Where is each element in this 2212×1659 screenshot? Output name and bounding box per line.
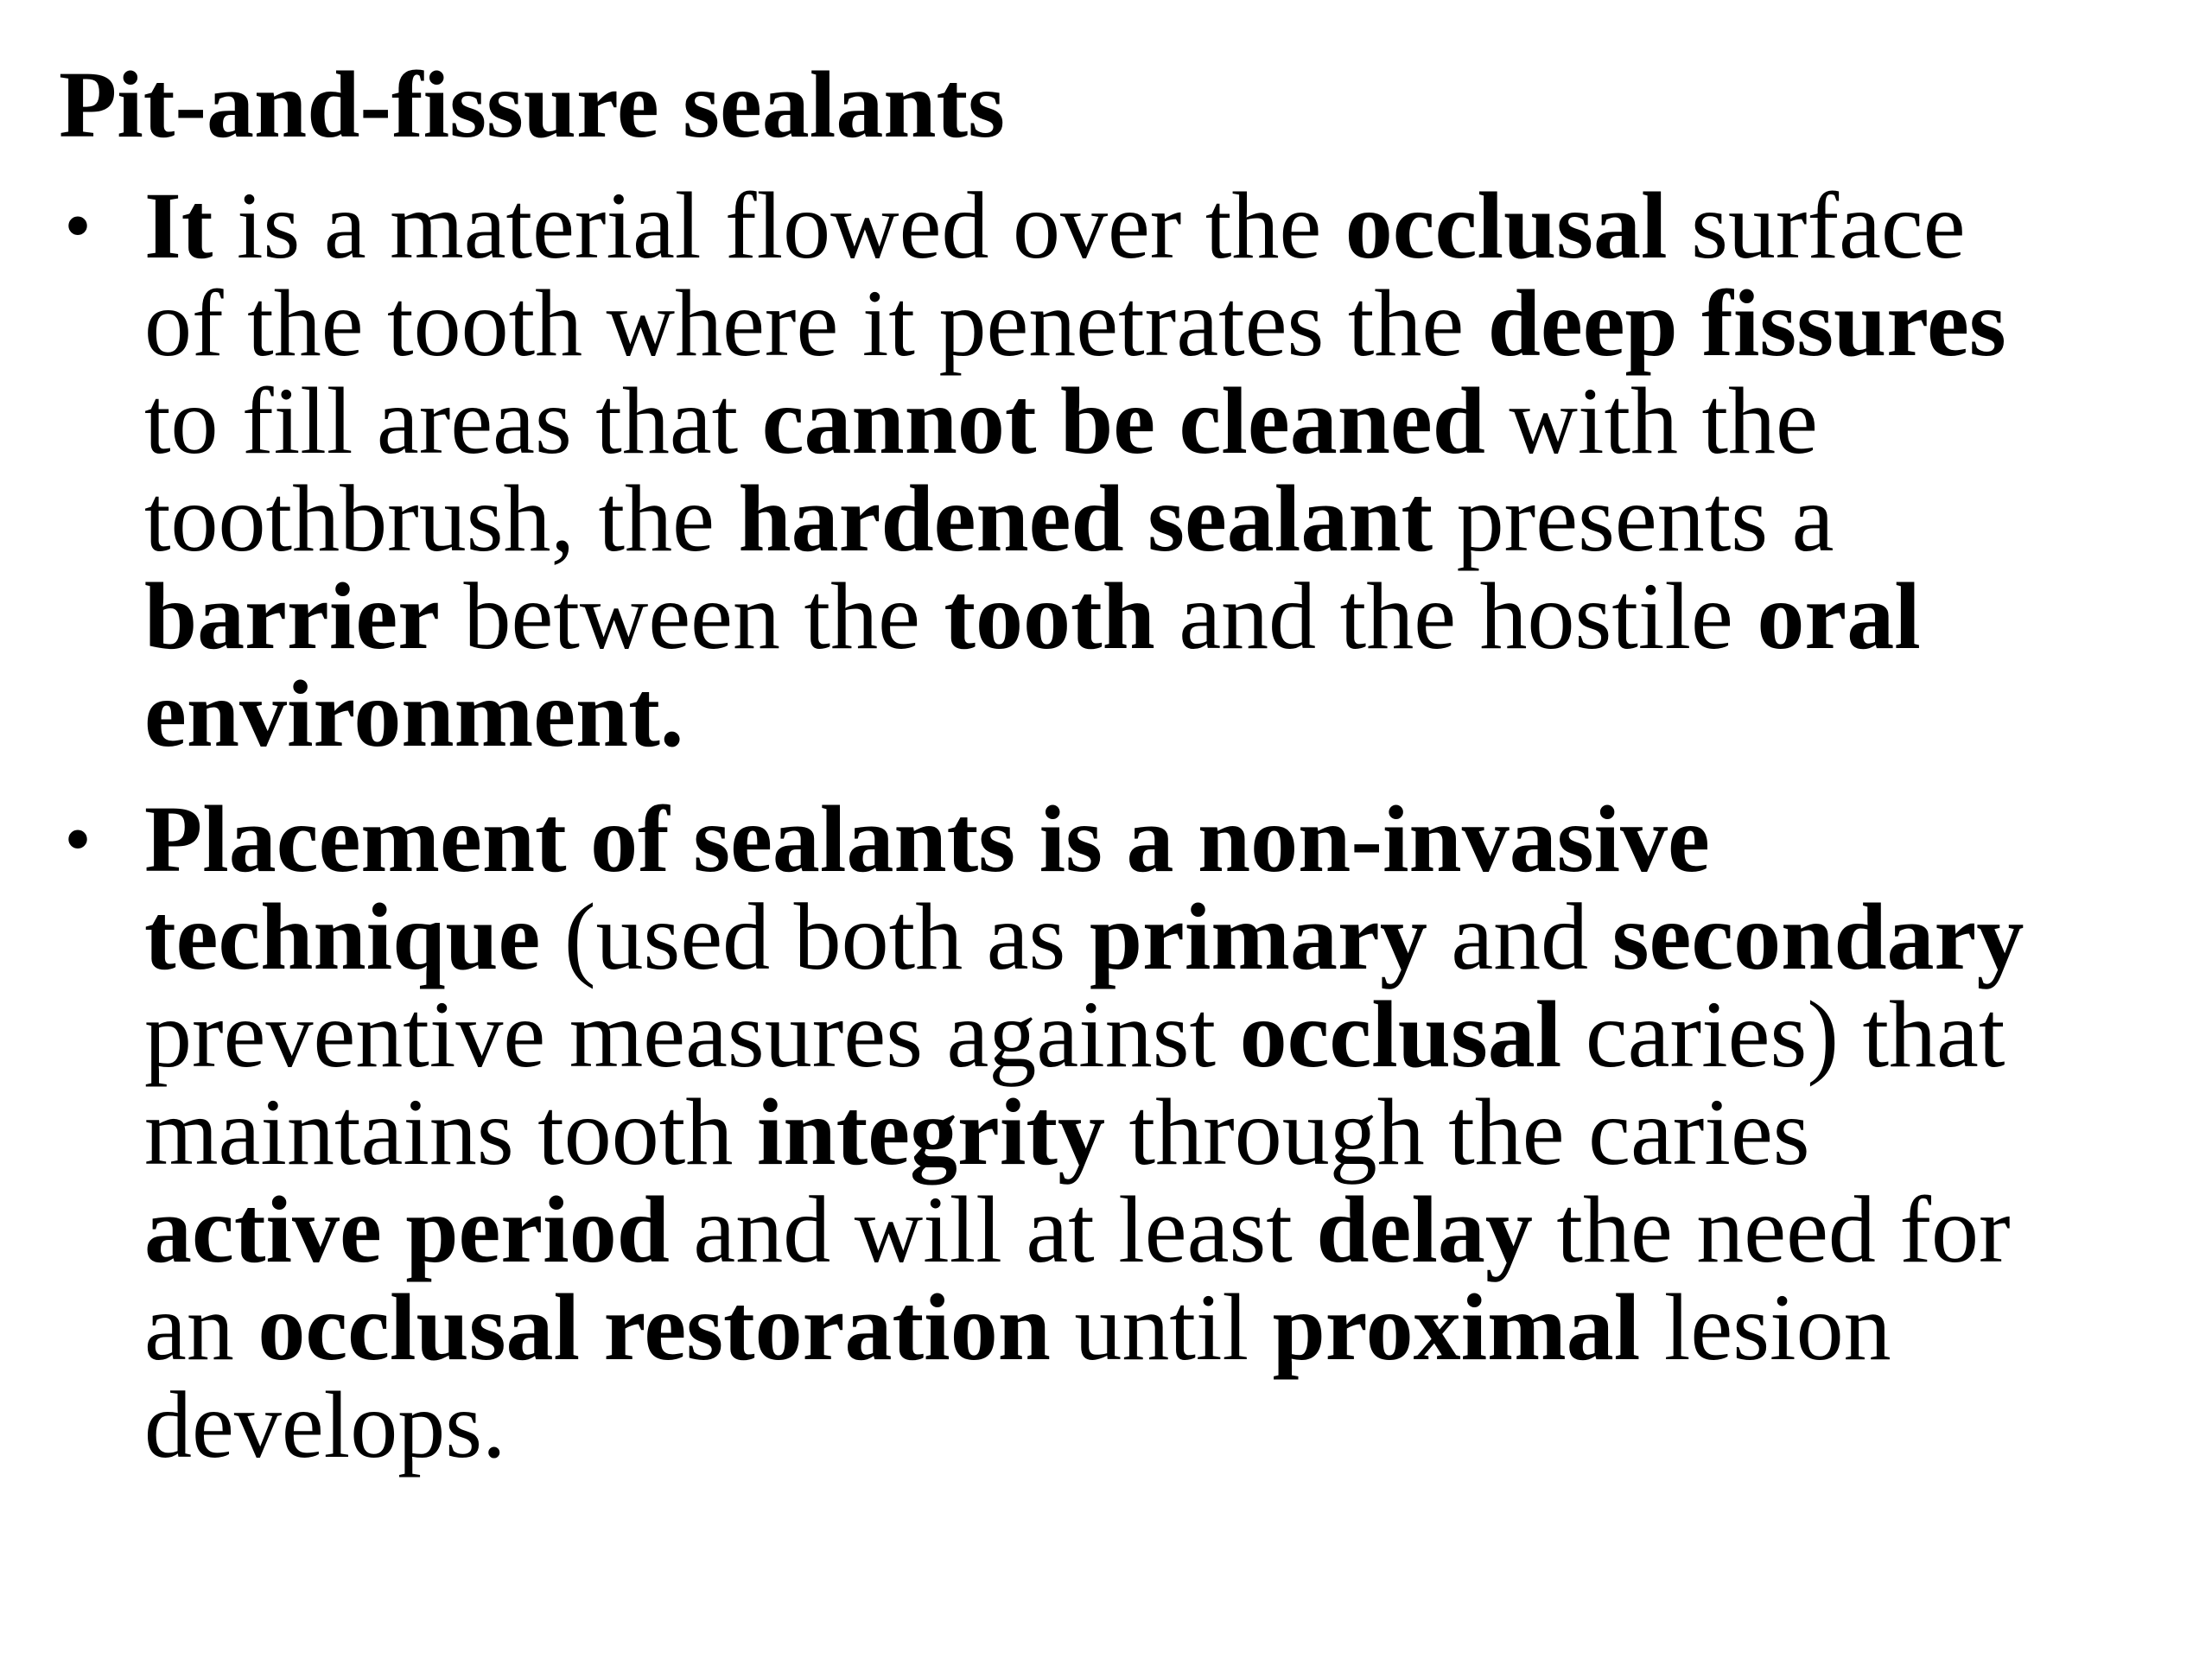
bold-text: tooth bbox=[944, 563, 1155, 669]
bold-text: primary bbox=[1089, 884, 1427, 989]
bullet-list bbox=[52, 173, 2186, 1502]
bullet-line bbox=[144, 661, 2186, 766]
bold-text: barrier bbox=[144, 563, 441, 669]
bullet-dot-icon: • bbox=[64, 797, 92, 882]
text-run: presents a bbox=[1433, 466, 1834, 571]
text-run: and will at least bbox=[669, 1177, 1317, 1282]
bold-text: secondary bbox=[1611, 884, 2024, 989]
bold-text: delay bbox=[1316, 1177, 1533, 1282]
text-run: toothbrush, the bbox=[144, 466, 739, 571]
text-run: develops. bbox=[144, 1372, 506, 1478]
text-run: lesion bbox=[1640, 1274, 1891, 1380]
bullet-item bbox=[52, 173, 2186, 766]
bold-text: environment. bbox=[144, 661, 684, 766]
text-run: between the bbox=[440, 563, 944, 669]
bold-text: cannot be cleaned bbox=[761, 368, 1485, 474]
bullet-line bbox=[144, 173, 2186, 278]
bold-text: occlusal restoration bbox=[257, 1274, 1051, 1380]
bullet-line bbox=[144, 1177, 2186, 1282]
bullet-line bbox=[144, 786, 2186, 892]
bold-text: active period bbox=[144, 1177, 670, 1282]
text-run: to fill areas that bbox=[144, 368, 762, 474]
bold-text: proximal bbox=[1272, 1274, 1641, 1380]
bullet-dot-icon: • bbox=[64, 183, 92, 269]
text-run: the need for bbox=[1532, 1177, 2011, 1282]
bold-text: hardened sealant bbox=[738, 466, 1433, 571]
text-run: surface bbox=[1667, 173, 1966, 278]
text-run: and bbox=[1427, 884, 1612, 989]
bullet-line bbox=[144, 1079, 2186, 1185]
bold-text: technique bbox=[144, 884, 541, 989]
bullet-line bbox=[144, 563, 2186, 669]
bullet-line bbox=[144, 1274, 2186, 1380]
bullet-line bbox=[144, 1372, 2186, 1478]
text-run: caries) that bbox=[1561, 982, 2005, 1087]
bullet-line bbox=[144, 982, 2186, 1087]
bullet-line bbox=[144, 368, 2186, 474]
bullet-item bbox=[52, 786, 2186, 1478]
bold-text: Placement of sealants is a non-invasive bbox=[144, 786, 1710, 892]
text-run: through the caries bbox=[1105, 1079, 1810, 1185]
bold-text: It bbox=[144, 173, 213, 278]
text-run: maintains tooth bbox=[144, 1079, 757, 1185]
text-run: (used both as bbox=[540, 884, 1090, 989]
bold-text: integrity bbox=[756, 1079, 1106, 1185]
bullet-line bbox=[144, 884, 2186, 989]
text-run: of the tooth where it penetrates the bbox=[144, 270, 1488, 376]
bold-text: oral bbox=[1757, 563, 1921, 669]
bullet-line bbox=[144, 466, 2186, 571]
text-run: an bbox=[144, 1274, 258, 1380]
bold-text: deep fissures bbox=[1487, 270, 2006, 376]
bold-text: occlusal bbox=[1344, 173, 1668, 278]
text-run: until bbox=[1050, 1274, 1273, 1380]
text-run: with the bbox=[1484, 368, 1818, 474]
text-run: is a material flowed over the bbox=[213, 173, 1345, 278]
slide-title: Pit-and-fissure sealants bbox=[59, 52, 1005, 157]
text-run: preventive measures against bbox=[144, 982, 1240, 1087]
bold-text: occlusal bbox=[1239, 982, 1562, 1087]
bullet-line bbox=[144, 270, 2186, 376]
text-run: and the hostile bbox=[1154, 563, 1758, 669]
